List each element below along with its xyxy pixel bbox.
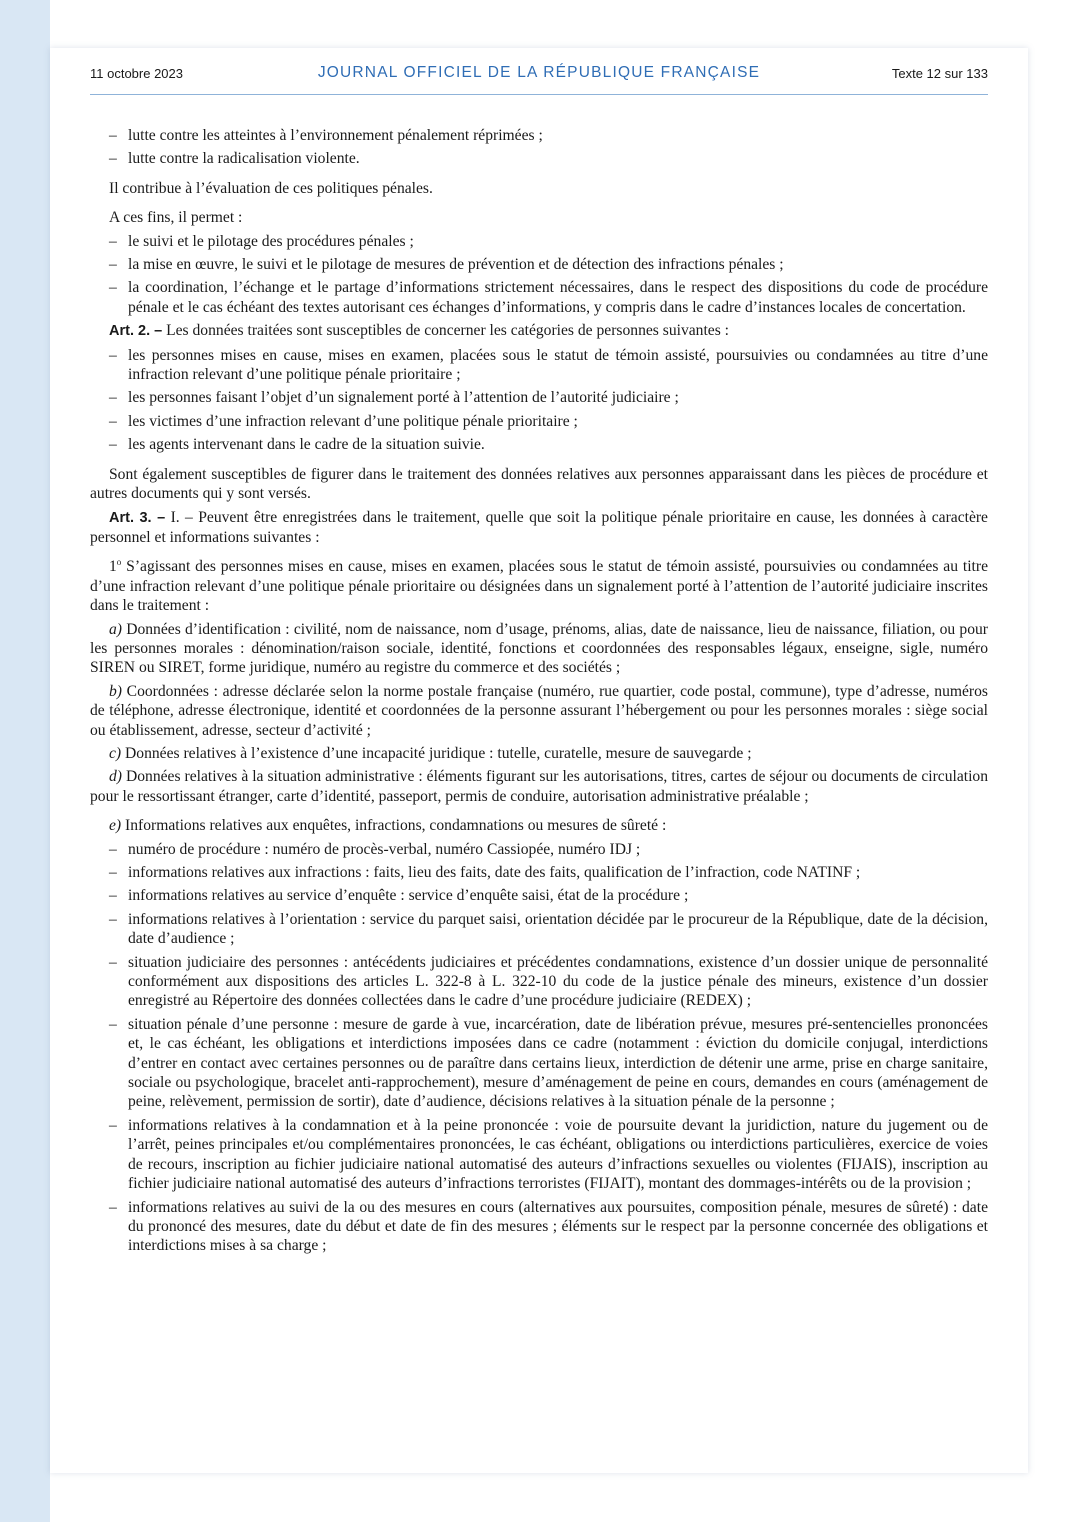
page-header: [90, 64, 988, 95]
item-text: Informations relatives aux enquêtes, infractions, condamnations ou mesures de sûreté :: [121, 817, 667, 835]
document-body: [90, 126, 988, 1260]
paragraph-text: S’agissant des personnes mises en cause, mises en examen, placées sous le statut de témoin assisté, poursuivies ou condamnées au titre d’une infraction relevant d’une politique pénale prioritaire ou désignées dans un signalement porté à l’attention de l’autorité judiciaire inscrites dans le traitement :: [90, 558, 988, 615]
paragraph-number: 1: [109, 558, 117, 576]
list-item: – informations relatives au service d’enquête : service d’enquête saisi, état de la procédure ;: [90, 886, 988, 905]
list-item: – situation judiciaire des personnes : antécédents judiciaires et précédentes condamnations, existence d’un dossier unique de personnalité conformément aux dispositions des articles L. 322-8 à L. 322-10 du code de la justice pénale des mineurs, existence d’un dossier enregistré au Répertoire des données collectées dans le cadre d’une procédure judiciaire (REDEX) ;: [90, 953, 988, 1011]
list-item: – informations relatives aux infractions : faits, lieu des faits, date des faits, qualification de l’infraction, code NATINF ;: [90, 863, 988, 882]
article-3-paragraph: [90, 508, 988, 548]
article-2-paragraph: [90, 321, 988, 341]
list-item: – le suivi et le pilotage des procédures pénales ;: [90, 232, 988, 251]
list-item: – les victimes d’une infraction relevant d’une politique pénale prioritaire ;: [90, 412, 988, 431]
item-text: Données d’identification : civilité, nom de naissance, nom d’usage, prénoms, alias, date de naissance, lieu de naissance, filiation, ou pour les personnes morales : dénomination/raison sociale, identité, fonctions et coordonnées des responsables légaux, enseigne, sigle, numéro SIREN ou SIRET, forme juridique, numéro au registre du commerce et des sociétés ;: [90, 620, 988, 677]
list-item: – lutte contre la radicalisation violente.: [90, 149, 988, 168]
item-text: Données relatives à l’existence d’une incapacité juridique : tutelle, curatelle, mesure de sauvegarde ;: [121, 744, 752, 762]
left-margin-band: [0, 0, 50, 1522]
paragraph: Il contribue à l’évaluation de ces politiques pénales.: [109, 179, 433, 197]
header-date: 11 octobre 2023: [90, 66, 183, 81]
header-journal-title: JOURNAL OFFICIEL DE LA RÉPUBLIQUE FRANÇAISE: [317, 64, 761, 81]
item-letter: a): [109, 620, 122, 638]
article-2-text: Les données traitées sont susceptibles de concerner les catégories de personnes suivantes :: [166, 322, 730, 340]
article-2-label: Art. 2. –: [109, 323, 163, 340]
item-e: [90, 816, 988, 835]
list-item: – la mise en œuvre, le suivi et le pilotage de mesures de prévention et de détection des infractions pénales ;: [90, 255, 988, 274]
list-item: – les personnes faisant l’objet d’un signalement porté à l’attention de l’autorité judiciaire ;: [90, 388, 988, 407]
list-item: – la coordination, l’échange et le partage d’informations strictement nécessaires, dans le respect des dispositions du code de procédure pénale et le cas échéant des textes autorisant ces échanges d’informations, y compris dans le cadre d’instances locales de concertation.: [90, 278, 988, 317]
list-item: – les agents intervenant dans le cadre de la situation suivie.: [90, 435, 988, 454]
list-item: – situation pénale d’une personne : mesure de garde à vue, incarcération, date de libération prévue, mesures pré-sentencielles prononcées et, le cas échéant, les obligations et interdictions imposées dans ce cadre (notamment : éviction du domicile conjugal, interdictions d’entrer en contact avec certaines personnes ou de paraître dans certains lieux, interdiction de détenir une arme, prise en charge sanitaire, sociale ou psychologique, bracelet anti-rapprochement), mesure d’aménagement de peine en cours, demandes en cours (aménagement de peine, relèvement, permission de sortir), date d’audience, décisions relatives à la situation pénale de la personne ;: [90, 1015, 988, 1112]
list-item: – informations relatives à l’orientation : service du parquet saisi, orientation décidée par le procureur de la République, date de la décision, date d’audience ;: [90, 910, 988, 949]
item-letter: c): [109, 744, 122, 762]
item-a: [90, 620, 988, 678]
paragraph-1o: [90, 557, 988, 615]
header-text-reference: Texte 12 sur 133: [891, 66, 988, 81]
ordinal-marker: o: [116, 557, 122, 568]
item-b: [90, 682, 988, 740]
list-item: – lutte contre les atteintes à l’environnement pénalement réprimées ;: [90, 126, 988, 145]
document-page: [50, 48, 1028, 1473]
article-3-text: I. – Peuvent être enregistrées dans le traitement, quelle que soit la politique pénale prioritaire en cause, les données à caractère personnel et informations suivantes :: [90, 508, 988, 546]
article-3-label: Art. 3. –: [109, 509, 166, 526]
list-item: – informations relatives à la condamnation et à la peine prononcée : voie de poursuite devant la juridiction, nature du jugement ou de l’arrêt, peines principales et/ou complémentaires prononcées, le cas échéant, obligations ou interdictions particulières, exercice de voies de recours, inscription au fichier judiciaire national automatisé des auteurs d’infractions sexuelles ou violentes (FIJAIS), inscription au fichier judiciaire national automatisé des auteurs d’infractions terroristes (FIJAIT), montant des dommages-intérêts ou de la provision ;: [90, 1116, 988, 1194]
item-c: [90, 744, 988, 763]
item-letter: d): [109, 768, 122, 786]
list-item: – les personnes mises en cause, mises en examen, placées sous le statut de témoin assisté, poursuivies ou condamnées au titre d’une infraction relevant d’une politique pénale prioritaire ;: [90, 346, 988, 385]
item-letter: e): [109, 817, 122, 835]
paragraph: A ces fins, il permet :: [109, 209, 243, 227]
item-d: [90, 767, 988, 806]
item-letter: b): [109, 682, 122, 700]
list-item: – numéro de procédure : numéro de procès-verbal, numéro Cassiopée, numéro IDJ ;: [90, 840, 988, 859]
item-text: Données relatives à la situation administrative : éléments figurant sur les autorisations, titres, cartes de séjour ou documents de circulation pour le ressortissant étranger, carte d’identité, passeport, permis de conduire, autorisation administrative préalable ;: [90, 768, 988, 805]
paragraph: Sont également susceptibles de figurer dans le traitement des données relatives aux personnes apparaissant dans les pièces de procédure et autres documents qui y sont versés.: [90, 465, 988, 503]
item-text: Coordonnées : adresse déclarée selon la norme postale française (numéro, rue quartier, code postal, commune), type d’adresse, numéros de téléphone, adresse électronique, identité et coordonnées de la personne assurant l’hébergement ou pour les personnes morales : siège social ou établissement, adresse, secteur d’activité ;: [90, 682, 988, 739]
list-item: – informations relatives au suivi de la ou des mesures en cours (alternatives aux poursuites, composition pénale, mesures de sûreté) : date du prononcé des mesures, date du début et date de fin des mesures ; éléments sur le respect par la personne concernée des obligations et interdictions mises à sa charge ;: [90, 1198, 988, 1256]
